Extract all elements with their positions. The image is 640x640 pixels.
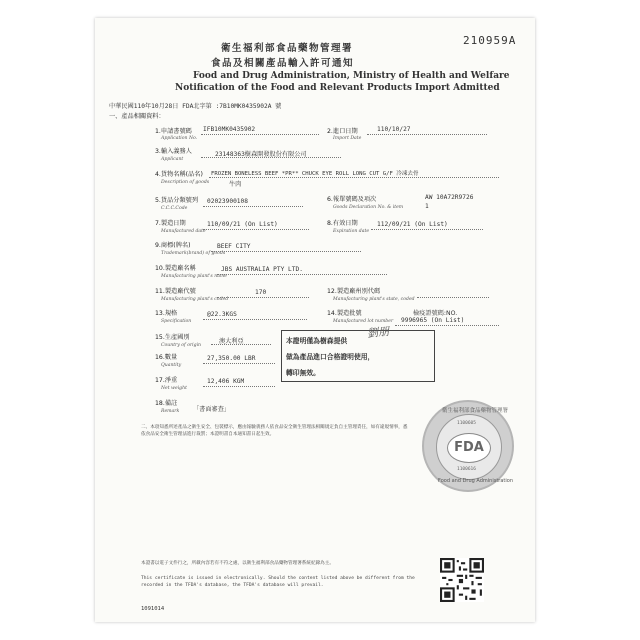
field-quarantine-no: 檢疫證號碼:NO. — [413, 310, 458, 317]
field-plant-name-label: 10.製造廠名稱 — [155, 265, 196, 272]
footer-en: This certificate is issued in electronically. Should the content listed above be different from the recorded in the TFDA's database, the TFDA's database will prevail. — [141, 576, 415, 588]
serial-number: 210959A — [463, 34, 517, 47]
certificate-page: 210959A 衛生福利部食品藥物管理署 食品及相關產品輸入許可通知 Food and Drug Administration, Ministry of Health and Welfare Notification of the Food and Relevant Products Import Admitted 中華民國110年10月28日 FDA北字第 :7B10MK0435902A 號 一、產品相關資料： 1.申請書號碼 Application No. IFB10MK0435902 2.進口日期 Import Date 110/10/27 3.輸入義務人 Applicant 23148363樹森開發股份有限公司 4.貨物名稱(品名) Description of goods FROZEN BONELESS BEEF *PR** CHUCK EYE ROLL LONG CUT G/F 冷凍去骨 牛肉 5.貨品分類號列 C.C.C.Code 02023900108 6.報單號碼及項次 Goods Declaration No. & item AW 10A72R9726 1 7.製造日期 Manufactured date 110/09/21 (On List) 8.有效日期 Expiration date 112/09/21 (On List) 9.商標(牌名) Trademark(brand) of goods BEEF CITY 10.製造廠名稱 Manufacturing plant's name JBS AUSTRALIA PTY LTD. 11.製造廠代號 Manufacturing plant's coded 170 12.製造廠州別代碼 Manufacturing plant's state, coded 13.規格 Specification @22.3KGS 14.製造批號 Manufactured lot number 檢疫證號碼:NO. 9996965 (On List) 15.生產國別 Country of origin 澳大利亞 本證明僅為樹森提供 做為產品進口合格證明使用， 轉印無效。 劉朋 16.數量 Quantity 27,350.00 LBR 17.淨重 Net weight 12,406 KGM 18.備註 Remark 「書面審查」 二、本項知悉所述產品之衛生安全、包裝標示，應由報驗義務人依食品安全衛生管理法相關規定負自主管理責任，如有違規情事，悉依食品安全衛生管理法進行裁罰；本證明書自本通知書日起生效。 衛生福利部食品藥物管理署 1100605 FDA 1100616 Food and Drug Administration 本證書以電子文件行之，所載內容若有不符之處，以衛生福利部食品藥物管理署系統紀錄為主。 This certificate is issued in electronically. Should the content listed above be different from the recorded in the TFDA's database, the TFDA's database will prevail. 1091014 — [95, 18, 535, 622]
field-ccc-label: 5.貨品分類號列 — [155, 197, 199, 204]
stamp-line-2: 做為產品進口合格證明使用， — [286, 353, 375, 361]
title-zh-2: 食品及相關產品輸入許可通知 — [211, 58, 355, 69]
qr-code-icon — [440, 558, 484, 602]
field-manufactured-value: 110/09/21 (On List) — [207, 221, 278, 228]
field-goods-label: 4.貨物名稱(品名) — [155, 171, 203, 178]
field-spec-label: 13.規格 — [155, 310, 178, 317]
field-remark-value: 「書面審查」 — [193, 406, 231, 413]
handwritten-signature: 劉朋 — [366, 324, 390, 341]
field-quantity-label: 16.數量 — [155, 354, 178, 361]
field-plant-state-label: 12.製造廠州別代碼 — [327, 288, 381, 295]
field-remark-label: 18.備註 — [155, 400, 178, 407]
seal-ring-bottom: Food and Drug Administration — [438, 478, 513, 484]
field-declaration-label: 6.報單號碼及項次 — [327, 196, 377, 203]
stamp-line-1: 本證明僅為樹森提供 — [286, 337, 348, 345]
field-expiration-label: 8.有效日期 — [327, 220, 358, 227]
field-declaration-value: AW 10A72R9726 — [425, 194, 474, 201]
field-origin-value: 澳大利亞 — [219, 338, 244, 345]
field-application-no-value: IFB10MK0435902 — [203, 126, 256, 133]
seal-ring-top: 衛生福利部食品藥物管理署 — [442, 408, 509, 414]
field-spec-value: @22.3KGS — [207, 311, 237, 318]
field-goods-value-2: 牛肉 — [229, 181, 242, 188]
field-applicant-value: 23148363樹森開發股份有限公司 — [215, 151, 307, 158]
field-import-date-label: 2.進口日期 — [327, 128, 358, 135]
field-ccc-value: 02023900108 — [207, 198, 248, 205]
field-lot-value: 9996965 (On List) — [401, 317, 465, 324]
footer-code: 1091014 — [141, 606, 165, 612]
field-expiration-value: 112/09/21 (On List) — [377, 221, 448, 228]
stamp-box — [281, 330, 435, 382]
field-trademark-label: 9.商標(牌名) — [155, 242, 191, 249]
field-goods-value: FROZEN BONELESS BEEF *PR** CHUCK EYE ROLL LONG CUT G/F 冷凍去骨 — [211, 171, 419, 177]
field-net-weight-label: 17.淨重 — [155, 377, 178, 384]
notice-text: 二、本項知悉所述產品之衛生安全、包裝標示，應由報驗義務人依食品安全衛生管理法相關規定負自主管理責任，如有違規情事，悉依食品安全衛生管理法進行裁罰；本證明書自本通知書日起生效。 — [141, 425, 408, 437]
field-origin-label: 15.生產國別 — [155, 334, 190, 341]
stamp-line-3: 轉印無效。 — [286, 369, 320, 377]
section-title: 一、產品相關資料： — [109, 113, 165, 120]
fda-seal: 衛生福利部食品藥物管理署 1100605 FDA 1100616 Food and Drug Administration — [422, 400, 514, 492]
field-plant-name-value: JBS AUSTRALIA PTY LTD. — [221, 266, 303, 273]
field-trademark-value: BEEF CITY — [217, 243, 251, 250]
fda-logo-icon: FDA — [447, 433, 491, 463]
field-plant-code-value: 170 — [255, 289, 267, 296]
field-declaration-item: 1 — [425, 203, 429, 210]
field-manufactured-label: 7.製造日期 — [155, 220, 186, 227]
field-lot-label: 14.製造批號 — [327, 310, 362, 317]
reference-line: 中華民國110年10月28日 FDA北字第 :7B10MK0435902A 號 — [109, 103, 282, 110]
footer-zh: 本證書以電子文件行之，所載內容若有不符之處，以衛生福利部食品藥物管理署系統紀錄為主。 — [141, 561, 334, 566]
title-en-2: Notification of the Food and Relevant Products Import Admitted — [175, 83, 500, 93]
field-applicant-label: 3.輸入義務人 — [155, 148, 192, 155]
title-en-1: Food and Drug Administration, Ministry of Health and Welfare — [193, 71, 510, 81]
field-net-weight-value: 12,406 KGM — [207, 378, 245, 385]
field-quantity-value: 27,350.00 LBR — [207, 355, 256, 362]
field-plant-code-label: 11.製造廠代號 — [155, 288, 196, 295]
title-zh-1: 衛生福利部食品藥物管理署 — [221, 43, 354, 54]
field-import-date-value: 110/10/27 — [377, 126, 411, 133]
field-application-no-label: 1.申請書號碼 — [155, 128, 192, 135]
